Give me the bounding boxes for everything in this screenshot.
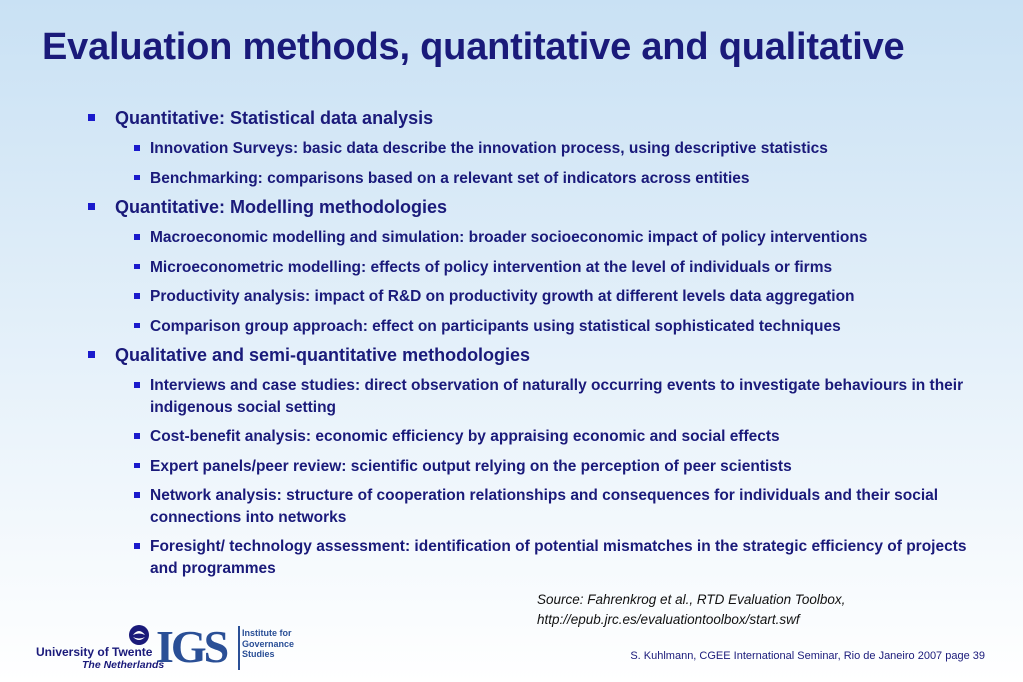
section-heading-statistical <box>0 106 1023 130</box>
square-bullet-icon <box>134 492 140 498</box>
igs-institute-name <box>242 628 294 660</box>
slide-footer: S. Kuhlmann, CGEE International Seminar, Rio de Janeiro 2007 page 39 <box>630 650 985 662</box>
list-item-text: Cost-benefit analysis: economic efficiency by appraising economic and social effects <box>150 428 780 445</box>
square-bullet-icon <box>134 234 140 240</box>
list-item <box>0 138 1023 160</box>
section-heading-text: Qualitative and semi-quantitative methodologies <box>115 345 531 365</box>
list-item-text: Foresight/ technology assessment: identification of potential mismatches in the strategic efficiency of projects and programmes <box>150 538 967 577</box>
section-heading-modelling <box>0 195 1023 219</box>
source-url: http://epub.jrc.es/evaluationtoolbox/start.swf <box>537 612 800 627</box>
list-item <box>0 286 1023 308</box>
list-item-text: Macroeconomic modelling and simulation: broader socioeconomic impact of policy interventions <box>150 229 868 246</box>
igs-line: Institute for <box>242 628 292 638</box>
logo-university-country: The Netherlands <box>82 659 165 671</box>
source-citation <box>537 590 845 630</box>
square-bullet-icon <box>134 543 140 549</box>
university-twente-logo <box>36 627 165 671</box>
list-item <box>0 316 1023 338</box>
section-heading-qualitative <box>0 343 1023 367</box>
square-bullet-icon <box>134 463 140 469</box>
square-bullet-icon <box>134 175 140 181</box>
slide-title: Evaluation methods, quantitative and qualitative <box>42 26 905 68</box>
section-heading-text: Quantitative: Modelling methodologies <box>115 197 448 217</box>
square-bullet-icon <box>134 145 140 151</box>
square-bullet-icon <box>88 351 95 358</box>
igs-letters: IGS <box>156 621 227 672</box>
list-item-text: Microeconometric modelling: effects of policy intervention at the level of individuals or firms <box>150 258 833 276</box>
list-item <box>0 485 1023 528</box>
list-item-text: Comparison group approach: effect on participants using statistical sophisticated techniques <box>150 317 841 335</box>
bullet-list <box>0 100 1023 579</box>
list-item <box>0 536 1023 579</box>
section-heading-text: Quantitative: Statistical data analysis <box>115 108 434 128</box>
square-bullet-icon <box>88 114 95 121</box>
list-item-text: Interviews and case studies: direct observation of naturally occurring events to investigate behaviours in their indigenous social setting <box>150 377 964 416</box>
igs-divider <box>238 626 240 670</box>
igs-logo <box>156 622 306 672</box>
square-bullet-icon <box>134 382 140 388</box>
list-item <box>0 375 1023 418</box>
list-item-text: Productivity analysis: impact of R&D on productivity growth at different levels data aggregation <box>150 288 855 305</box>
square-bullet-icon <box>134 264 140 270</box>
list-item-text: Benchmarking: comparisons based on a relevant set of indicators across entities <box>150 169 750 187</box>
list-item-text: Network analysis: structure of cooperation relationships and consequences for individuals and their social connections into networks <box>150 487 939 526</box>
list-item-text: Expert panels/peer review: scientific output relying on the perception of peer scientists <box>150 457 792 475</box>
square-bullet-icon <box>88 203 95 210</box>
list-item <box>0 426 1023 448</box>
list-item-text: Innovation Surveys: basic data describe the innovation process, using descriptive statistics <box>150 140 828 157</box>
square-bullet-icon <box>134 323 140 329</box>
list-item <box>0 227 1023 249</box>
list-item <box>0 257 1023 279</box>
list-item <box>0 168 1023 190</box>
logo-university-name: University of Twente <box>36 645 153 659</box>
igs-line: Studies <box>242 649 275 659</box>
square-bullet-icon <box>134 433 140 439</box>
source-line: Source: Fahrenkrog et al., RTD Evaluation Toolbox, <box>537 592 846 607</box>
list-item <box>0 456 1023 478</box>
igs-line: Governance <box>242 638 295 649</box>
square-bullet-icon <box>134 293 140 299</box>
twente-emblem-icon <box>128 624 150 646</box>
